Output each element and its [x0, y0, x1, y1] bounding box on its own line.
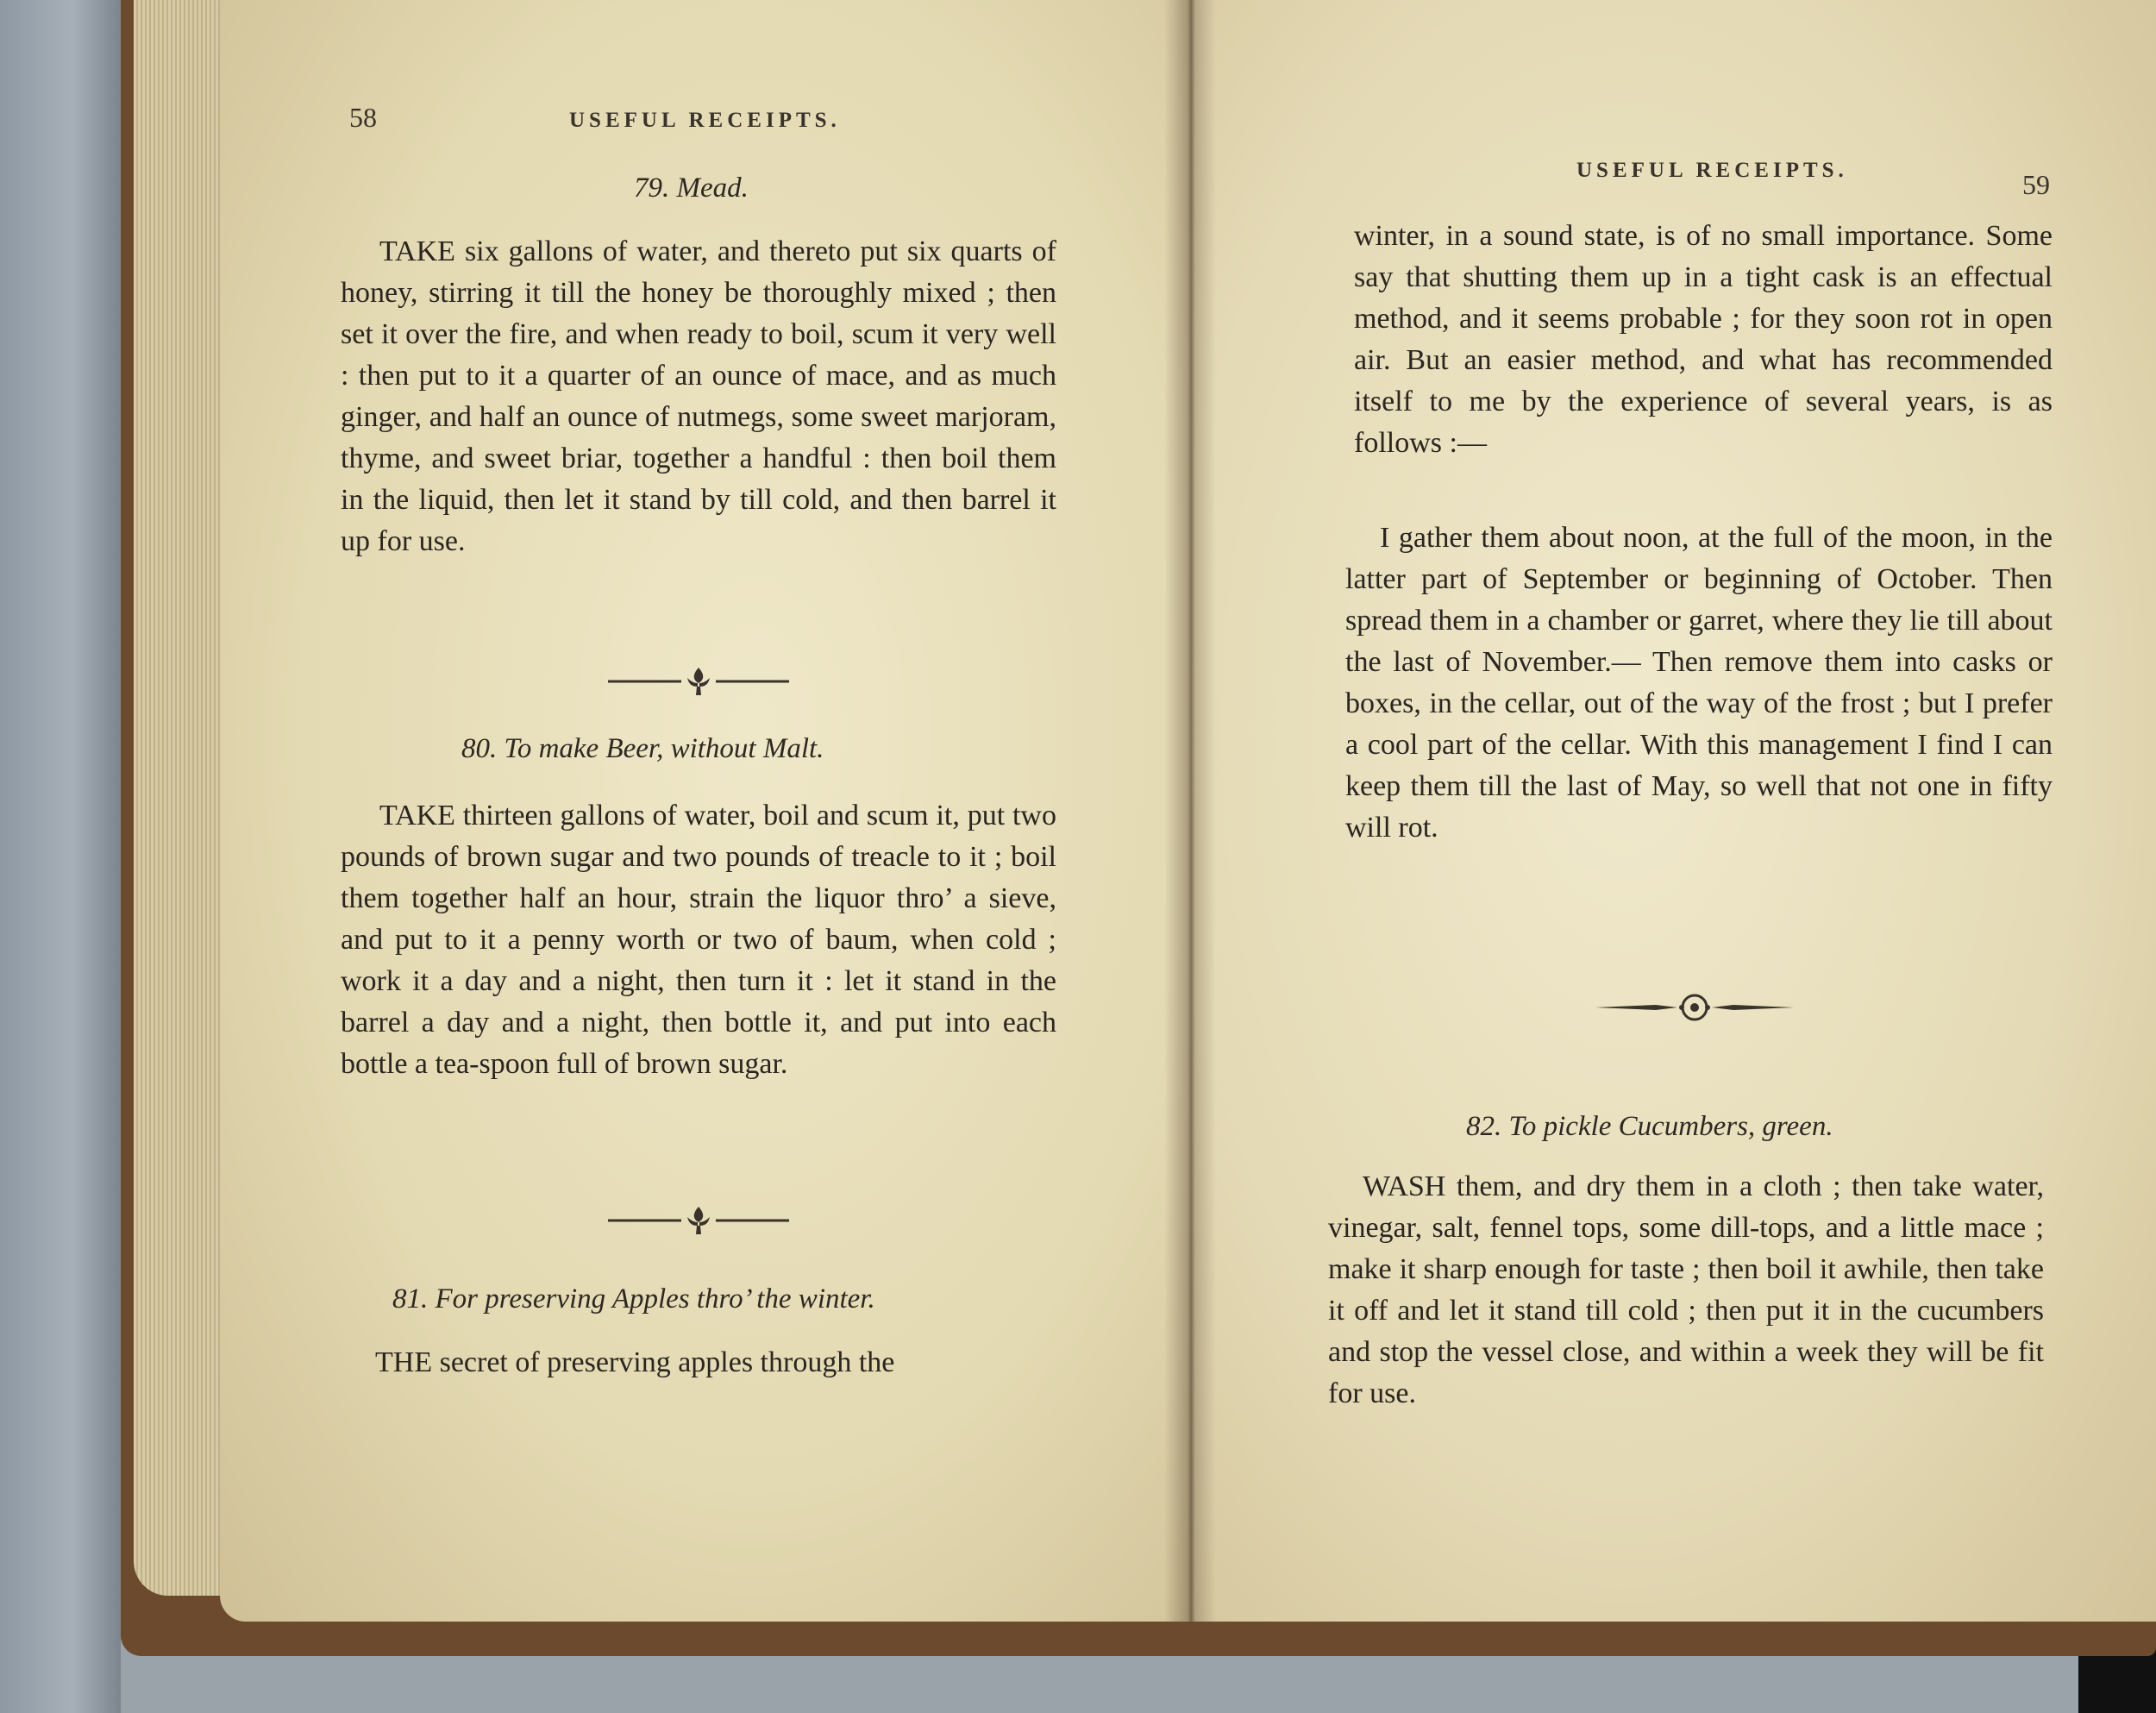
page-number-right: 59 — [2022, 169, 2050, 200]
ornament-divider-icon — [1595, 992, 1794, 1023]
recipe-heading-80: 80. To make Beer, without Malt. — [461, 733, 824, 764]
recipe-body-81: THE secret of preserving apples through the — [375, 1346, 895, 1378]
scanner-background — [0, 0, 121, 1713]
fleuron-ornament-icon — [608, 664, 789, 699]
recipe-body-79: TAKE six gallons of water, and thereto put six quarts of honey, stirring it till the honey be thoroughly mixed ; then set it over the fire, and when ready to boil, scum it very well : then put to it a quarter of an ounce of mace, and as much ginger, and half an ounce of nutmegs, some sweet marjoram, thyme, and sweet briar, together a handful : then boil them in the liquid, then let it stand by till cold, and then barrel it up for use. — [341, 235, 1056, 557]
recipe-body-82: WASH them, and dry them in a cloth ; then take water, vinegar, salt, fennel tops, some dill-tops, and a little mace ; make it sharp enough for taste ; then boil it awhile, then take it off and let it stand till cold ; then put it in the cucumbers and stop the vessel close, and within a week they will be fit for use. — [1328, 1170, 2044, 1409]
recipe-body-80: TAKE thirteen gallons of water, boil and scum it, put two pounds of brown sugar and two pounds of treacle to it ; boil them together half an hour, strain the liquor thro’ a sieve, and put to it a penny worth or two of baum, when cold ; work it a day and a night, then turn it : let it stand in the barrel a day and a night, then bottle it, and put into each bottle a tea-spoon full of brown sugar. — [341, 800, 1056, 1080]
page-edges — [134, 0, 229, 1596]
left-page — [220, 0, 1190, 1622]
recipe-heading-79: 79. Mead. — [634, 173, 749, 204]
running-head-left: USEFUL RECEIPTS. — [569, 109, 841, 132]
apples-paragraph-2: I gather them about noon, at the full of the moon, in the latter part of September or beginning of October. Then spread them in a chamber or garret, where they lie till about the last of November.— Then remove them into casks or boxes, in the cellar, out of the way of the frost ; but I prefer a cool part of the cellar. With this management I find I can keep them till the last of May, so well that not one in fifty will rot. — [1345, 522, 2053, 844]
page-number-left: 58 — [349, 102, 377, 133]
apples-continuation: winter, in a sound state, is of no small importance. Some say that shutting them up in a tight cask is an effectual method, and it seems probable ; for they soon rot in open air. But an easier method, and what has recommended itself to me by the experience of several years, is as follows :— — [1354, 220, 2053, 459]
running-head-right: USEFUL RECEIPTS. — [1576, 159, 1848, 182]
recipe-heading-81: 81. For preserving Apples thro’ the winter. — [392, 1283, 875, 1315]
right-page — [1190, 0, 2156, 1622]
book-gutter — [1164, 0, 1216, 1622]
recipe-heading-82: 82. To pickle Cucumbers, green. — [1466, 1111, 1833, 1142]
fleuron-ornament-icon — [608, 1203, 789, 1238]
